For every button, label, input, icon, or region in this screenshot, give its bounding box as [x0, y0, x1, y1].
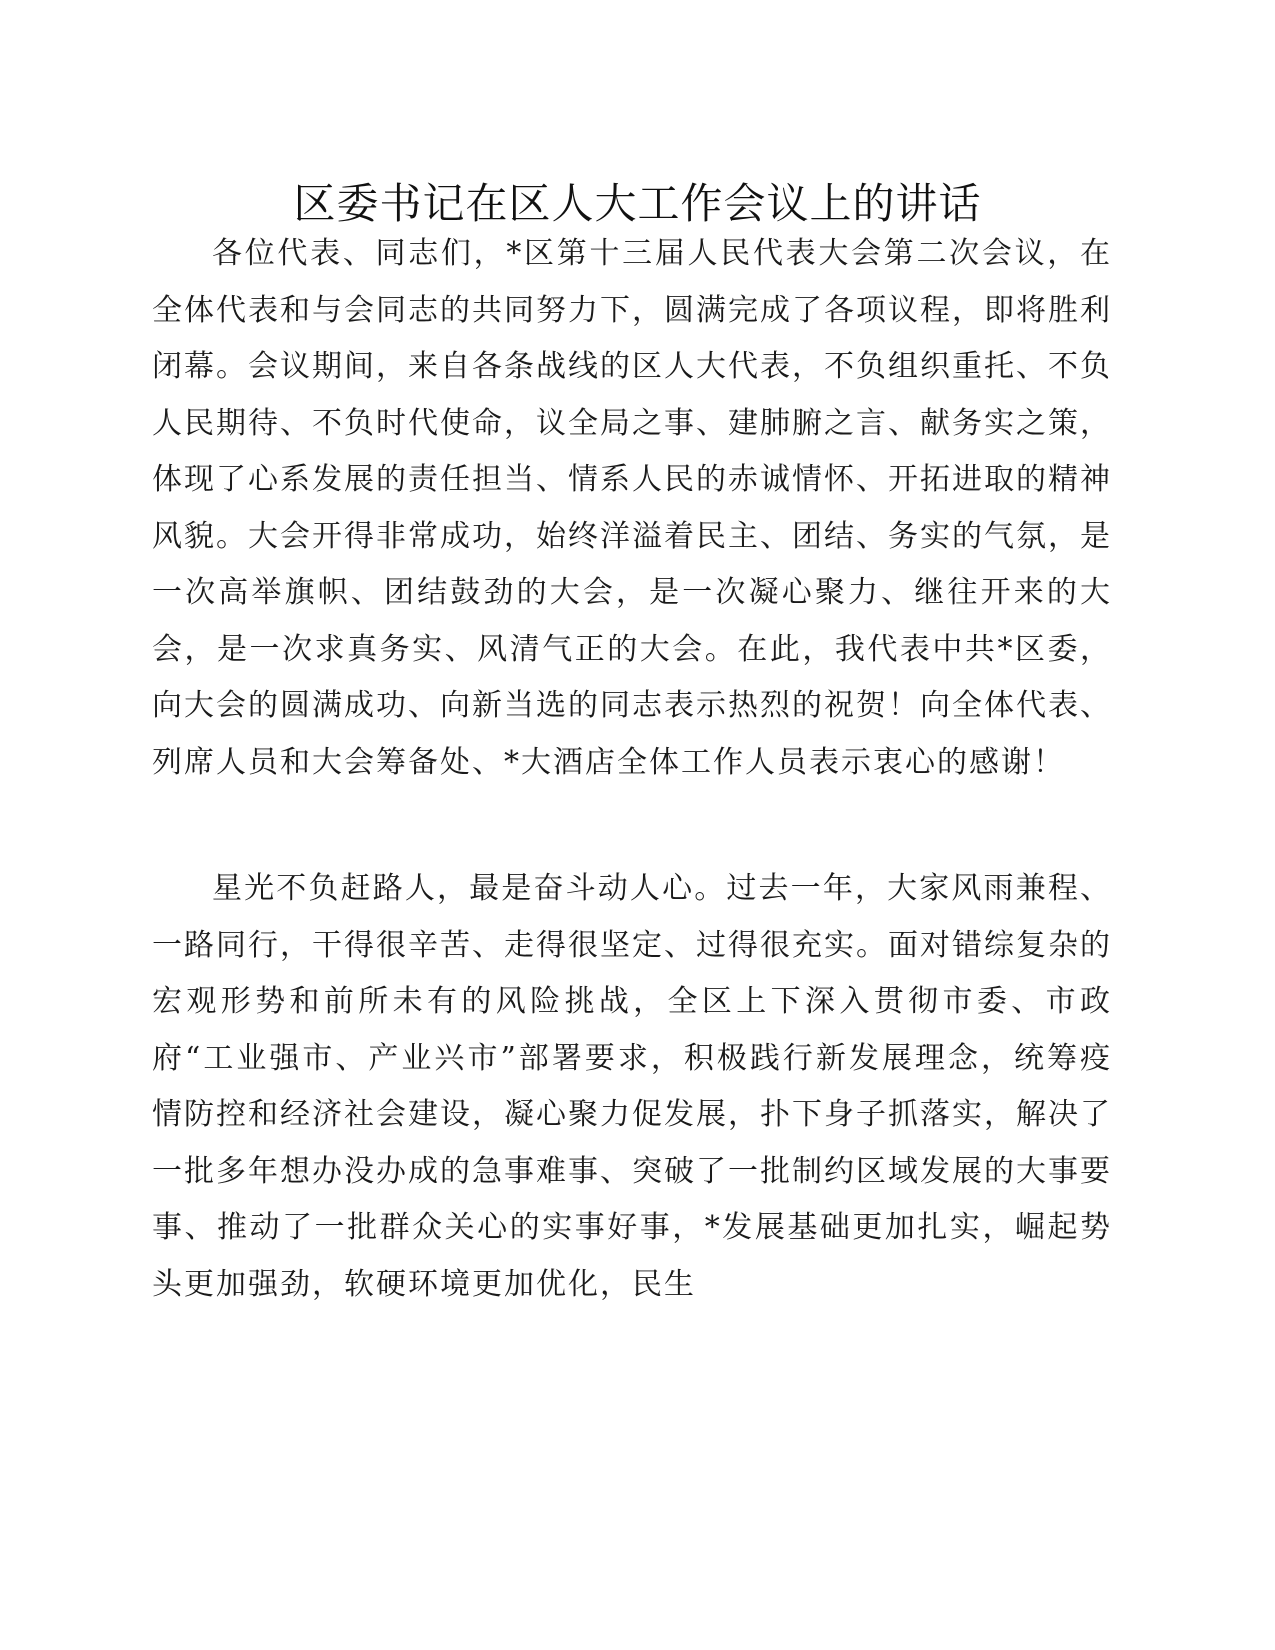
paragraph-opening-remarks: 各位代表、同志们，*区第十三届人民代表大会第二次会议，在全体代表和与会同志的共同努力下，圆满完成了各项议程，即将胜利闭幕。会议期间，来自各条战线的区人大代表，不负组织重托、不负人民期待、不负时代使命，议全局之事、建肺腑之言、献务实之策，体现了心系发展的责任担当、情系人民的赤诚情怀、开拓进取的精神风貌。大会开得非常成功，始终洋溢着民主、团结、务实的气氛，是一次高举旗帜、团结鼓劲的大会，是一次凝心聚力、继往开来的大会，是一次求真务实、风清气正的大会。在此，我代表中共*区委，向大会的圆满成功、向新当选的同志表示热烈的祝贺！向全体代表、列席人员和大会筹备处、*大酒店全体工作人员表示衷心的感谢！: [152, 236, 1112, 780]
paragraph-past-year-review: 星光不负赶路人，最是奋斗动人心。过去一年，大家风雨兼程、一路同行，干得很辛苦、走得很坚定、过得很充实。面对错综复杂的宏观形势和前所未有的风险挑战，全区上下深入贯彻市委、市政府“工业强市、产业兴市”部署要求，积极践行新发展理念，统筹疫情防控和经济社会建设，凝心聚力促发展，扑下身子抓落实，解决了一批多年想办没办成的急事难事、突破了一批制约区域发展的大事要事、推动了一批群众关心的实事好事，*发展基础更加扎实，崛起势头更加强劲，软硬环境更加优化，民生: [152, 871, 1112, 1302]
document-title: 区委书记在区人大工作会议上的讲话: [293, 179, 982, 228]
